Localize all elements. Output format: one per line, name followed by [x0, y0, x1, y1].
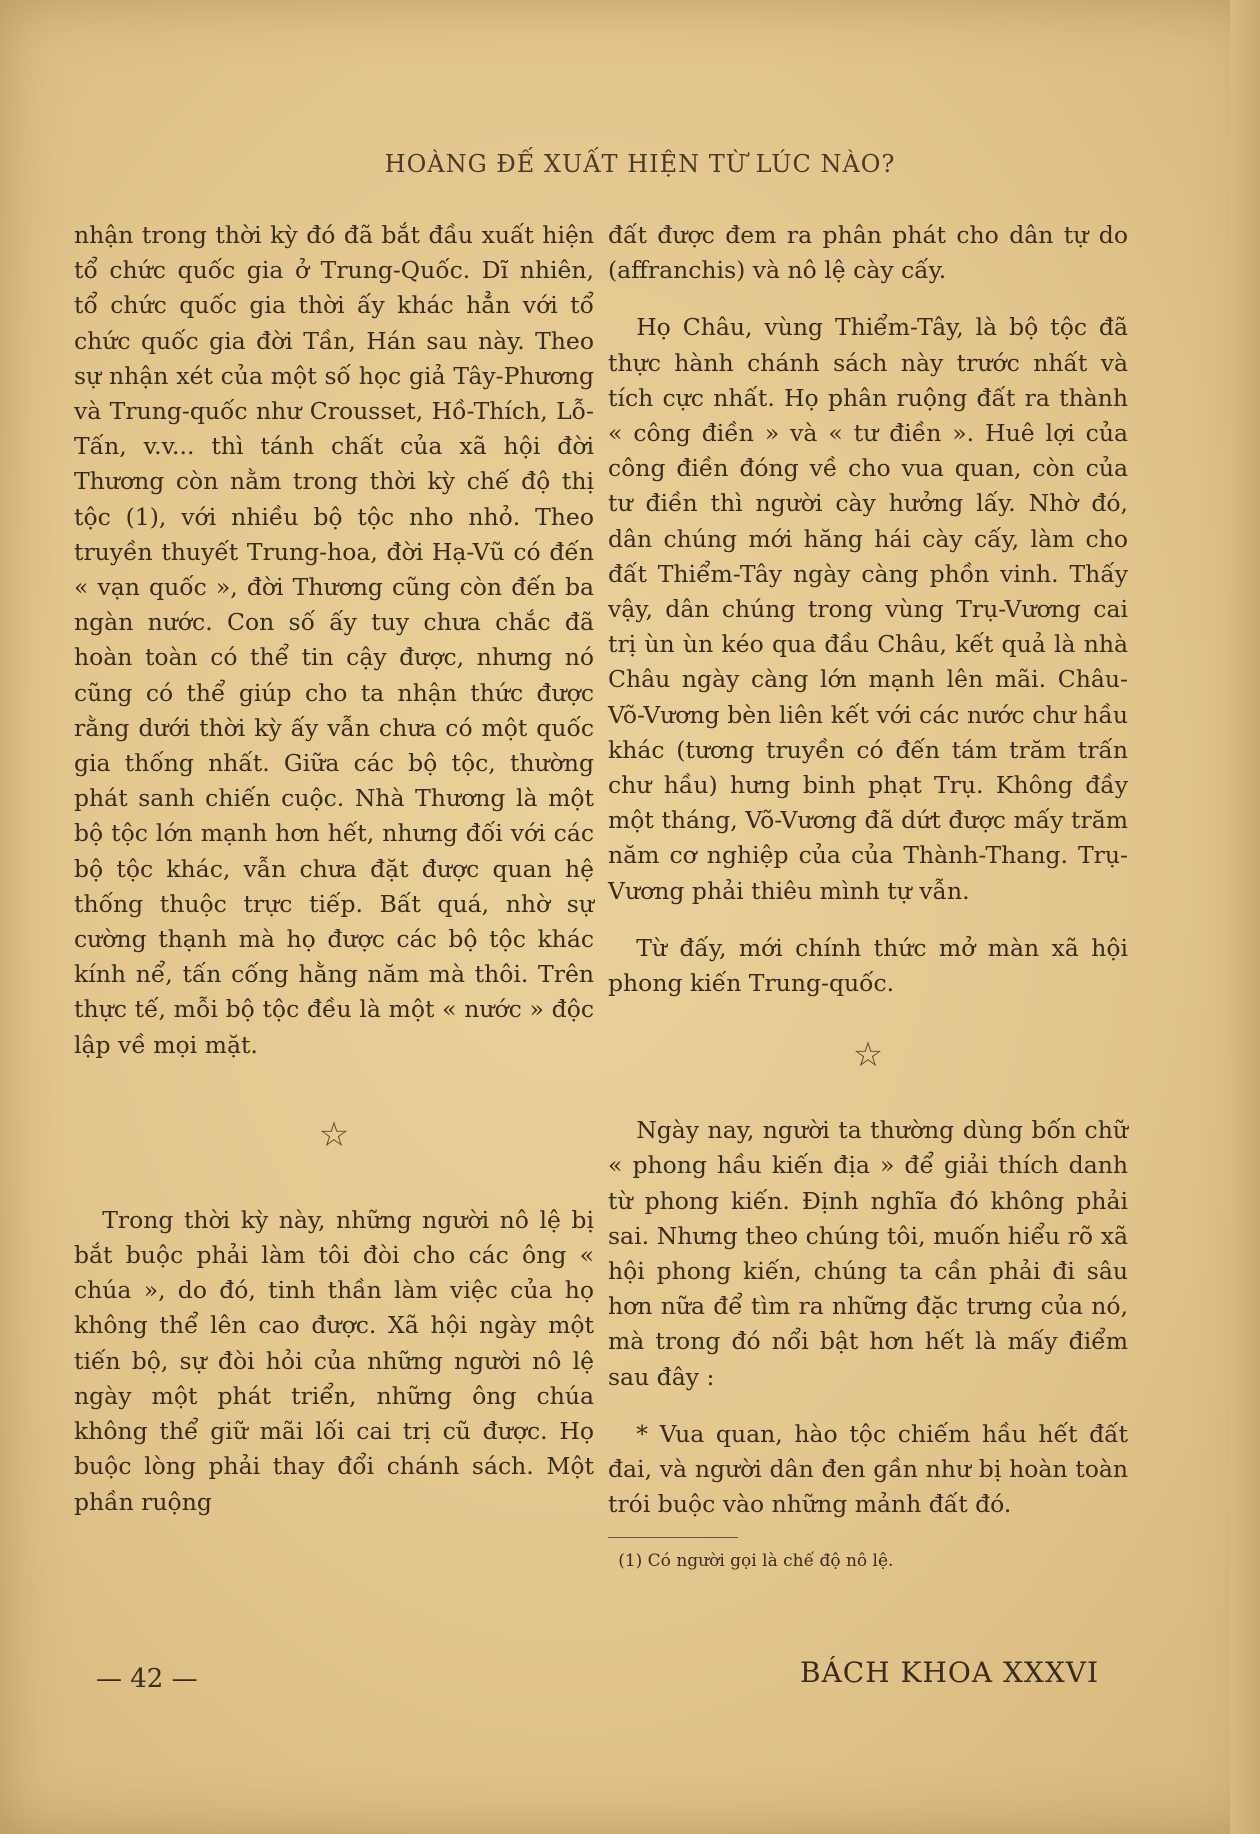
- footnote-rule: [608, 1537, 738, 1538]
- star-divider-icon: ☆: [852, 1035, 884, 1076]
- star-divider-icon: ☆: [318, 1114, 350, 1155]
- right-paragraph-3: Từ đấy, mới chính thức mở màn xã hội phong kiến Trung-quốc.: [608, 933, 1128, 998]
- right-paragraph-2: Họ Châu, vùng Thiểm-Tây, là bộ tộc đã thực hành chánh sách này trước nhất và tích cực nhất. Họ phân ruộng đất ra thành « công điền » và « tư điền ». Huê lợi của công điền đóng về cho vua quan, còn của tư điền thì người cày hưởng lấy. Nhờ đó, dân chúng mới hăng hái cày cấy, làm cho đất Thiểm-Tây ngày càng phồn vinh. Thấy vậy, dân chúng trong vùng Trụ-Vương cai trị ùn ùn kéo qua đầu Châu, kết quả là nhà Châu ngày càng lớn mạnh lên mãi. Châu-Võ-Vương bèn liên kết với các nước chư hầu khác (tương truyền có đến tám trăm trấn chư hầu) hưng binh phạt Trụ. Không đầy một tháng, Võ-Vương đã dứt được mấy trăm năm cơ nghiệp của của Thành-Thang. Trụ-Vương phải thiêu mình tự vẫn.: [608, 313, 1128, 905]
- running-header: HOÀNG ĐẾ XUẤT HIỆN TỪ LÚC NÀO?: [384, 150, 896, 178]
- footnote: (1) Có người gọi là chế độ nô lệ.: [618, 1550, 894, 1571]
- page-edge: [1230, 0, 1260, 1834]
- right-paragraph-5: * Vua quan, hào tộc chiếm hầu hết đất đai, và người dân đen gần như bị hoàn toàn trói buộc vào những mảnh đất đó.: [608, 1419, 1128, 1519]
- magazine-title: BÁCH KHOA XXXVI: [800, 1656, 1100, 1689]
- right-column: [608, 218, 1128, 1574]
- right-paragraph-4: Ngày nay, người ta thường dùng bốn chữ « phong hầu kiến địa » để giải thích danh từ phong kiến. Định nghĩa đó không phải sai. Nhưng theo chúng tôi, muốn hiểu rõ xã hội phong kiến, chúng ta cần phải đi sâu hơn nữa để tìm ra những đặc trưng của nó, mà trong đó nổi bật hơn hết là mấy điểm sau đây :: [608, 1116, 1128, 1391]
- left-paragraph-1: nhận trong thời kỳ đó đã bắt đầu xuất hiện tổ chức quốc gia ở Trung-Quốc. Dĩ nhiên, tổ chức quốc gia thời ấy khác hẳn với tổ chức quốc gia đời Tần, Hán sau này. Theo sự nhận xét của một số học giả Tây-Phương và Trung-quốc như Crousset, Hồ-Thích, Lỗ-Tấn, v.v... thì tánh chất của xã hội đời Thương còn nằm trong thời kỳ chế độ thị tộc (1), với nhiều bộ tộc nho nhỏ. Theo truyền thuyết Trung-hoa, đời Hạ-Vũ có đến « vạn quốc », đời Thương cũng còn đến ba ngàn nước. Con số ấy tuy chưa chắc đã hoàn toàn có thể tin cậy được, nhưng nó cũng có thể giúp cho ta nhận thức được rằng dưới thời kỳ ấy vẫn chưa có một quốc gia thống nhất. Giữa các bộ tộc, thường phát sanh chiến cuộc. Nhà Thương là một bộ tộc lớn mạnh hơn hết, nhưng đối với các bộ tộc khác, vẫn chưa đặt được quan hệ thống thuộc trực tiếp. Bất quá, nhờ sự cường thạnh mà họ được các bộ tộc khác kính nể, tấn cống hằng năm mà thôi. Trên thực tế, mỗi bộ tộc đều là một « nước » độc lập về mọi mặt.: [74, 221, 594, 1059]
- right-paragraph-1: đất được đem ra phân phát cho dân tự do (affranchis) và nô lệ cày cấy.: [608, 221, 1128, 285]
- page-number: — 42 —: [96, 1664, 198, 1694]
- left-paragraph-2: Trong thời kỳ này, những người nô lệ bị bắt buộc phải làm tôi đòi cho các ông « chúa », do đó, tinh thần làm việc của họ không thể lên cao được. Xã hội ngày một tiến bộ, sự đòi hỏi của những người nô lệ ngày một phát triển, những ông chúa không thể giữ mãi lối cai trị cũ được. Họ buộc lòng phải thay đổi chánh sách. Một phần ruộng: [74, 1205, 594, 1516]
- left-column: [74, 218, 594, 1520]
